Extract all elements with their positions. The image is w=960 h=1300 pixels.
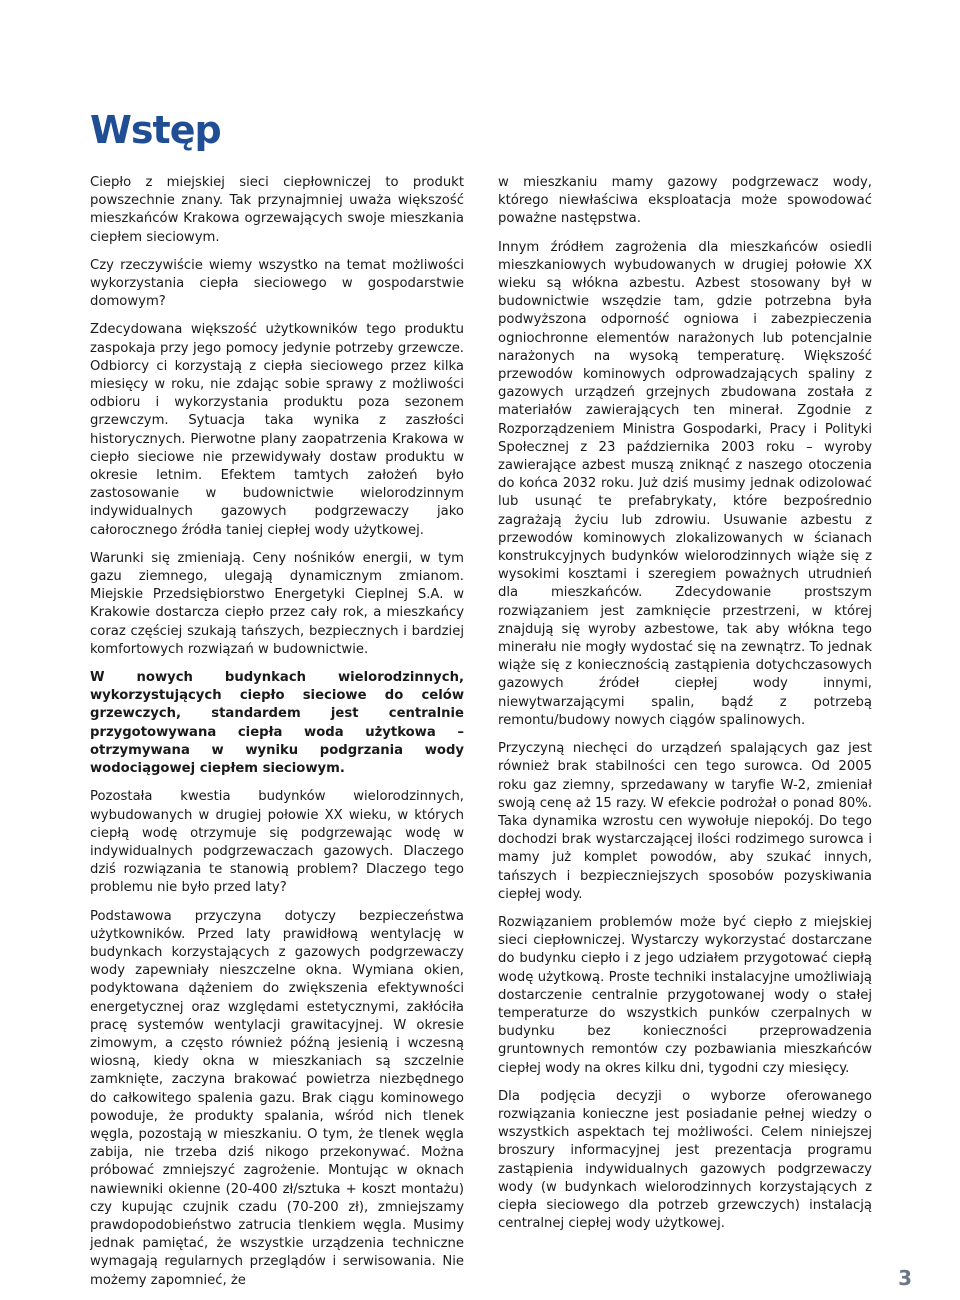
paragraph: Pozostała kwestia budynków wielorodzinnych, wybudowanych w drugiej połowie XX wieku, w których ciepłą wodę otrzymuje się podgrzewając wodę w indywidualnych podgrzewaczach gazowych. Dlaczego dziś rozwiązania te stanowią problem? Dlaczego tego problemu nie było przed laty? xyxy=(90,789,464,896)
paragraph: Ciepło z miejskiej sieci ciepłowniczej to produkt powszechnie znany. Tak przynajmniej uważa większość mieszkańców Krakowa ogrzewających swoje mieszkania ciepłem sieciowym. xyxy=(90,175,464,245)
page-number: 3 xyxy=(898,1266,912,1290)
page-title: Wstęp xyxy=(90,108,221,152)
paragraph: Innym źródłem zagrożenia dla mieszkańców osiedli mieszkaniowych wybudowanych w drugiej połowie XX wieku są włókna azbestu. Azbest stosowany był w budownictwie wszędzie tam, gdzie potrzebna była podwyższona odporność ogniowa i zabezpieczenia ogniochronne elementów narażonych lub potencjalnie narażonych na wysoką temperaturę. Większość przewodów kominowych odprowadzających spaliny z gazowych urządzeń grzejnych zbudowana została z materiałów zawierających ten minerał. Zgodnie z Rozporządzeniem Ministra Gospodarki, Pracy i Polityki Społecznej z 23 października 2003 roku – wyroby zawierające azbest muszą zniknąć z naszego otoczenia do końca 2032 roku. Już dziś musimy jednak odizolować lub usunąć te prefabrykaty, które bezpośrednio zagrażają życiu lub zdrowiu. Usuwanie azbestu z przewodów kominowych zlokalizowanych w ścianach konstrukcyjnych budynków wielorodzinnych wiąże się z wysokimi kosztami i szeregiem poważnych utrudnień dla mieszkańców. Zdecydowanie prostszym rozwiązaniem jest zamknięcie przestrzeni, w której znajdują się wyroby azbestowe, tak aby włókna tego minerału nie mogły wydostać się na zewnątrz. To jednak wiąże się z koniecznością zastąpienia dotychczasowych gazowych źródeł ciepłej wody innymi, niewytwarzającymi spalin, bądź z potrzebą remontu/budowy nowych ciągów spalinowych. xyxy=(498,239,872,728)
paragraph: w mieszkaniu mamy gazowy podgrzewacz wody, którego niewłaściwa eksploatacja może spowodować poważne następstwa. xyxy=(498,175,872,227)
paragraph: Rozwiązaniem problemów może być ciepło z miejskiej sieci ciepłowniczej. Wystarczy wykorzystać dostarczane do budynku ciepło i z jego udziałem przygotować ciepłą wodę użytkową. Proste techniki instalacyjne umożliwiają dostarczenie centralnie przygotowanej wody o stałej temperaturze do wszystkich punków czerpalnych w budynku bez konieczności przeprowadzenia gruntownych remontów czy pozbawiania mieszkańców ciepłej wody na okres kilku dni, tygodni czy miesięcy. xyxy=(498,914,872,1076)
paragraph: Podstawowa przyczyna dotyczy bezpieczeństwa użytkowników. Przed laty prawidłową wentylację w budynkach korzystających z gazowych podgrzewaczy wody zapewniały nieszczelne okna. Wymiana okien, podyktowana dążeniem do zwiększenia efektywności energetycznej oraz względami estetycznymi, zakłóciła pracę systemów wentylacji grawitacyjnej. W okresie zimowym, a często również późną jesienią i wczesną wiosną, kiedy okna w mieszkaniach są szczelnie zamknięte, zaczyna brakować powietrza niezbędnego do całkowitego spalenia gazu. Brak ciągu kominowego powoduje, że produkty spalania, wśród nich tlenek węgla, pozostają w mieszkaniu. O tym, że tlenek węgla zabija, nie trzeba dziś nikogo przekonywać. Można próbować zmniejszyć zagrożenie. Montując w oknach nawiewniki okienne (20-400 zł/sztuka + koszt montażu) czy kupując czujnik czadu (70-200 zł), zmniejszamy prawdopodobieństwo zatrucia tlenkiem węgla. Musimy jednak pamiętać, że wszystkie urządzenia techniczne wymagają regularnych przeglądów i serwisowania. Nie możemy zapomnieć, że xyxy=(90,908,464,1288)
paragraph: Zdecydowana większość użytkowników tego produktu zaspokaja przy jego pomocy jedynie potrzeby grzewcze. Odbiorcy ci korzystają z ciepła sieciowego przez kilka miesięcy w roku, nie zdając sobie sprawy z możliwości odbioru i wykorzystania produktu poza sezonem grzewczym. Sytuacja taka wynika z zaszłości historycznych. Pierwotne plany zaopatrzenia Krakowa w ciepło sieciowe nie przewidywały dostaw produktu w okresie letnim. Efektem tamtych założeń było zastosowanie w budownictwie wielorodzinnym indywidualnych gazowych podgrzewaczy jako całorocznego źródła taniej ciepłej wody użytkowej. xyxy=(90,322,464,538)
left-text-column xyxy=(90,174,464,1300)
bold-paragraph: W nowych budynkach wielorodzinnych, wykorzystujących ciepło sieciowe do celów grzewczych, standardem jest centralnie przygotowywana ciepła woda użytkowa – otrzymywana w wyniku podgrzania wody wodociągowej ciepłem sieciowym. xyxy=(90,670,464,777)
paragraph: Czy rzeczywiście wiemy wszystko na temat możliwości wykorzystania ciepła sieciowego w gospodarstwie domowym? xyxy=(90,257,464,310)
paragraph: Dla podjęcia decyzji o wyborze oferowanego rozwiązania konieczne jest posiadanie pełnej wiedzy o wszystkich aspektach tej możliwości. Celem niniejszej broszury informacyjnej jest prezentacja programu zastąpienia indywidualnych gazowych podgrzewaczy wody (w budynkach wielorodzinnych korzystających z ciepła sieciowego dla potrzeb grzewczych) instalacją centralnej ciepłej wody użytkowej. xyxy=(498,1088,872,1232)
paragraph: Warunki się zmieniają. Ceny nośników energii, w tym gazu ziemnego, ulegają dynamicznym zmianom. Miejskie Przedsiębiorstwo Energetyki Cieplnej S.A. w Krakowie dostarcza ciepło przez cały rok, a mieszkańcy coraz częściej szukają tańszych, bezpiecznych i bardziej komfortowych rozwiązań w budownictwie. xyxy=(90,550,464,657)
paragraph: Przyczyną niechęci do urządzeń spalających gaz jest również brak stabilności cen tego surowca. Od 2005 roku gaz ziemny, sprzedawany w taryfie W-2, zmieniał swoją cenę aż 15 razy. W efekcie podrożał o ponad 80%. Taka dynamika wzrostu cen wywołuje niepokój. Do tego dochodzi brak wystarczającej ilości rodzimego surowca i mamy już komplet powodów, aby szukać innych, tańszych i bezpieczniejszych sposobów pozyskiwania ciepłej wody. xyxy=(498,741,872,902)
right-text-column xyxy=(498,174,872,1243)
